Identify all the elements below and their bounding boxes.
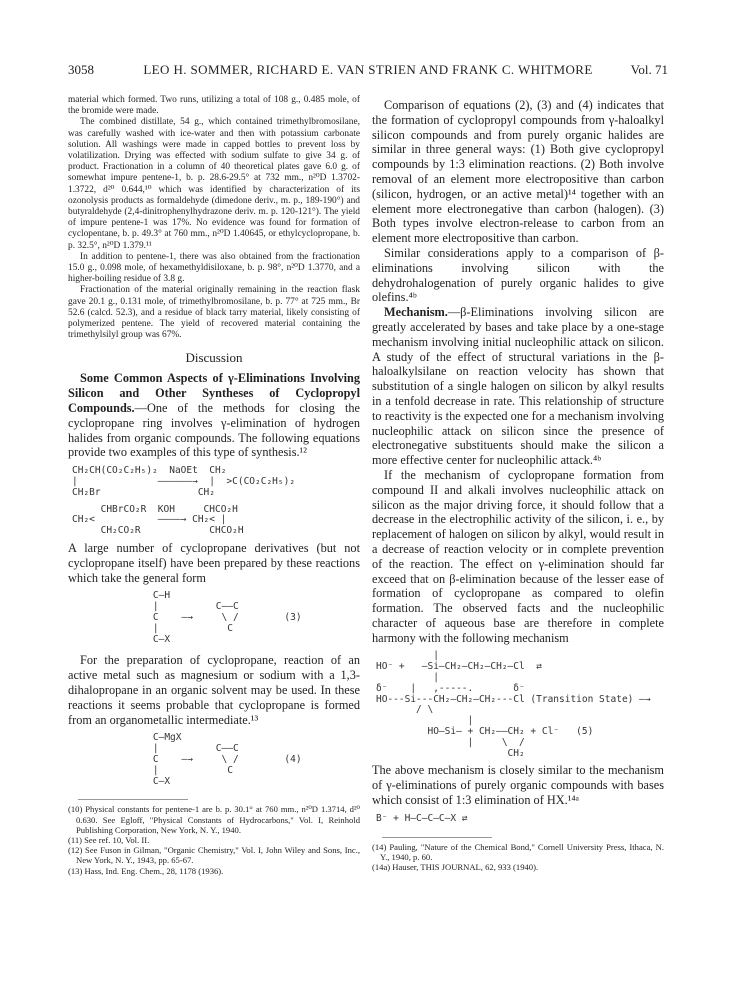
footnote: (12) See Fuson in Gilman, "Organic Chemistry," Vol. I, John Wiley and Sons, Inc., New York, N. Y., 1943, pp. 65-67.	[68, 845, 360, 866]
section-heading: Discussion	[185, 350, 243, 366]
footnote-rule	[78, 799, 188, 800]
volume-label: Vol. 71	[630, 62, 668, 77]
run-in-heading: Some Common Aspects of γ-Eliminations Involving Silicon and Other Syntheses of Cyclopropyl Compounds.	[68, 371, 360, 416]
right-column	[372, 98, 664, 872]
paragraph: material which formed. Two runs, utilizing a total of 108 g., 0.485 mole, of the bromide were made.	[68, 95, 360, 117]
paragraph: Fractionation of the material originally remaining in the reaction flask gave 20.1 g., 0.131 mole, of trimethylbromosilane, b. p. 77° at 725 mm., Br 52.6 (calcd. 52.3), and a residue of black tarry material, likely consisting of polymerized pentene. The yield of recovered material containing the trimethylsilyl group was 67%.	[68, 285, 360, 341]
equation-4: C—MgX | C——C C —→ \ / (4) | C C—X	[152, 732, 302, 787]
paragraph: In addition to pentene-1, there was also obtained from the fractionation 15.0 g., 0.098 mole, of hexamethyldisiloxane, b. p. 98°, n²⁰D 1.3770, and a higher-boiling residue of 3.8 g.	[68, 251, 360, 285]
equation-1: CH₂CH(CO₂C₂H₅)₂ NaOEt CH₂ | ——————→ | >C(CO₂C₂H₅)₂ CH₂Br CH₂	[72, 465, 296, 498]
run-in-heading: Mechanism.	[384, 305, 448, 320]
paragraph: Similar considerations apply to a comparison of β-eliminations involving silicon with the dehydrohalogenation of purely organic halides to give olefins.⁴ᵇ	[372, 245, 664, 305]
paragraph-text: —β-Eliminations involving silicon are greatly accelerated by bases and take place by a one-stage mechanism involving initial nucleophilic attack on silicon. A study of the effect of structural variations in the β-haloalkylsilane on reaction velocity has shown that substitution of a single halogen on silicon by alkyl results in a tenfold decrease in rate. This relationship of structure to reactivity is the expected one for a mechanism involving nucleophilic attack on silicon since the presence of electronegative substituents should make the silicon a more effective center for nucleophilic attack.⁴ᵇ	[372, 305, 664, 468]
paragraph-text: —One of the methods for closing the cyclopropane ring involves γ-elimination of hydrogen halides from organic compounds. The following equations provide two examples of this type of synthesis.¹²	[68, 401, 360, 460]
paragraph: The combined distillate, 54 g., which contained trimethylbromosilane, was carefully washed with ice-water and then with potassium carbonate solution. All washings were made in capped bottles to prevent loss by volatilization. Drying was effected with sodium sulfate to give 34 g. of product. Fractionation in a column of 40 theoretical plates gave 6.0 g. of somewhat impure pentene-1, b. p. 28.6-29.5° at 732 mm., n²⁰D 1.3702-1.3722, d²⁰ 0.644,¹⁰ which was identified by characterization of its ozonolysis products as formaldehyde (dimedone deriv., m. p., 189-190°) and butyraldehyde (2,4-dinitrophenylhydrazone deriv. m. p. 120-121°). The yield of impure pentene-1 was 17%. No evidence was found for formation of cyclopentane, b. p. 49.3° at 760 mm., n²⁰D 1.40645, or ethylcyclopropane, b. p. 32.5°, n²⁰D 1.379.¹¹	[68, 117, 360, 251]
authors-header: LEO H. SOMMER, RICHARD E. VAN STRIEN AND FRANK C. WHITMORE	[143, 62, 593, 77]
paragraph: If the mechanism of cyclopropane formation from compound II and alkali involves nucleophilic attack on silicon as the major driving force, it should follow that a decrease in the electrophilic activity of the silicon, i. e., by replacement of halogen on silicon by alkyl, would result in a decrease of reaction velocity or in complete prevention of the reaction. The effect on γ-elimination should far exceed that on β-elimination because of the lesser ease of formation of cyclopropane as compared to olefin formation. The observed facts and the nucleophilic character of aqueous base are therefore in complete harmony with the following mechanism	[372, 467, 664, 645]
footnote: (14a) Hauser, THIS JOURNAL, 62, 933 (1940).	[372, 862, 539, 873]
paragraph: Comparison of equations (2), (3) and (4) indicates that the formation of cyclopropyl compounds from γ-haloalkyl silicon compounds and from purely organic halides are similar in three general ways: (1) Both give cyclopropyl compounds by 1:3 elimination reactions. (2) Both involve removal of an element more electropositive than carbon (silicon, hydrogen, or an active metal)¹⁴ together with an element more electronegative than carbon (halogen). (3) Both types involve electron-release to carbon from an element more electropositive than carbon.	[372, 98, 664, 246]
paragraph: The above mechanism is closely similar to the mechanism of γ-eliminations of purely organic compounds with bases which consist of 1:3 elimination of HX.¹⁴ᵃ	[372, 763, 664, 808]
footnote: (14) Pauling, "Nature of the Chemical Bond," Cornell University Press, Ithaca, N. Y., 1940, p. 60.	[372, 841, 664, 862]
footnote: (10) Physical constants for pentene-1 are b. p. 30.1° at 760 mm., n²⁰D 1.3714, d²⁰ 0.630. See Egloff, "Physical Constants of Hydrocarbons," Vol. I, Reinhold Publishing Corporation, New York, N. Y., 1940.	[68, 804, 360, 835]
equation-3: C—H | C——C C —→ \ / (3) | C C—X	[152, 590, 302, 645]
page-number: 3058	[68, 62, 94, 77]
footnote-rule	[382, 837, 492, 838]
paragraph	[372, 305, 664, 468]
footnote: (11) See ref. 10, Vol. II.	[68, 834, 150, 845]
footnote: (13) Hass, Ind. Eng. Chem., 28, 1178 (1936).	[68, 865, 224, 876]
paragraph: For the preparation of cyclopropane, reaction of an active metal such as magnesium or sodium with a 1,3-dihalopropane in an organic solvent may be used. In these reactions it seems probable that cyclopropane is formed from an organometallic intermediate.¹³	[68, 653, 360, 727]
left-column	[68, 95, 360, 876]
equation-2: CHBrCO₂R KOH CHCO₂H CH₂< ————→ CH₂< | CH₂CO₂R CHCO₂H	[72, 503, 244, 537]
equation-6: B⁻ + H—C—C—C—X ⇄	[376, 812, 468, 824]
paragraph	[68, 371, 360, 460]
equation-5: | HO⁻ + —Si—CH₂—CH₂—CH₂—Cl ⇄ | δ⁻ | ,-----. δ⁻ HO---Si---CH₂—CH₂—CH₂---Cl (Transition State) —→ / \ | HO—Si— + CH₂——CH₂ + Cl⁻ (5) | \ / CH₂	[376, 650, 651, 759]
paragraph: A large number of cyclopropane derivatives (but not cyclopropane itself) have been prepared by these reactions which take the general form	[68, 541, 360, 585]
running-header	[68, 62, 668, 78]
